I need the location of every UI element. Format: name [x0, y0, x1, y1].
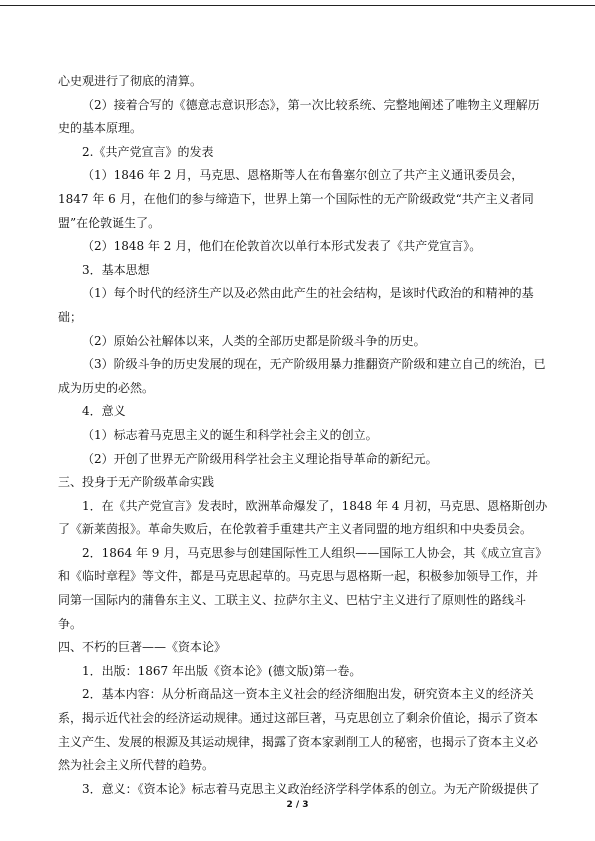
page-number: 2 / 3: [286, 800, 309, 810]
document-body: [58, 70, 548, 801]
paragraph: （1）标志着马克思主义的诞生和科学社会主义的创立。: [82, 427, 378, 442]
paragraph: 2．基本内容：从分析商品这一资本主义社会的经济细胞出发，研究资本主义的经济关系，揭示近代社会的经济运动规律。通过这部巨著，马克思创立了剩余价值论，揭示了资本主义产生、发展的根源及其运动规律，揭露了资本家剥削工人的秘密，也揭示了资本主义必然为社会主义所代替的趋势。: [58, 687, 539, 773]
paragraph: 2．1864 年 9 月，马克思参与创建国际性工人组织——国际工人协会，其《成立宣言》和《临时章程》等文件，都是马克思起草的。马克思与恩格斯一起，积极参加领导工作，并同第一国际内的蒲鲁东主义、工联主义、拉萨尔主义、巴枯宁主义进行了原则性的路线斗争。: [58, 545, 548, 631]
paragraph: 3．意义：《资本论》标志着马克思主义政治经济学科学体系的创立。为无产阶级提供了: [82, 781, 540, 796]
section-heading: 4．意义: [82, 404, 126, 419]
paragraph: （3）阶级斗争的历史发展的现在，无产阶级用暴力推翻资产阶级和建立自己的统治，已成为历史的必然。: [58, 357, 546, 395]
header-rule: [0, 5, 595, 6]
paragraph: （2）原始公社解体以来，人类的全部历史都是阶级斗争的历史。: [82, 333, 426, 348]
paragraph: 心史观进行了彻底的清算。: [58, 74, 203, 88]
paragraph: （1）1846 年 2 月，马克思、恩格斯等人在布鲁塞尔创立了共产主义通讯委员会，1847 年 6 月，在他们的参与缔造下，世界上第一个国际性的无产阶级政党“共产主义者同盟”在伦敦诞生了。: [58, 168, 534, 230]
chapter-heading: 三、投身于无产阶级革命实践: [58, 475, 215, 490]
chapter-heading: 四、不朽的巨著——《资本论》: [58, 640, 227, 655]
paragraph: （2）接着合写的《德意志意识形态》，第一次比较系统、完整地阐述了唯物主义理解历史的基本原理。: [58, 97, 540, 136]
paragraph: 1．在《共产党宣言》发表时，欧洲革命爆发了，1848 年 4 月初，马克思、恩格斯创办了《新莱茵报》。革命失败后，在伦敦着手重建共产主义者同盟的地方组织和中央委员会。: [58, 498, 548, 537]
paragraph: （2）1848 年 2 月，他们在伦敦首次以单行本形式发表了《共产党宣言》。: [82, 239, 482, 254]
paragraph: 1．出版：1867 年出版《资本论》(德文版)第一卷。: [82, 663, 362, 678]
paragraph: （2）开创了世界无产阶级用科学社会主义理论指导革命的新纪元。: [82, 451, 438, 466]
section-heading: 2.《共产党宣言》的发表: [82, 144, 214, 159]
section-heading: 3．基本思想: [82, 262, 150, 277]
paragraph: （1）每个时代的经济生产以及必然由此产生的社会结构，是该时代政治的和精神的基础；: [58, 286, 534, 324]
